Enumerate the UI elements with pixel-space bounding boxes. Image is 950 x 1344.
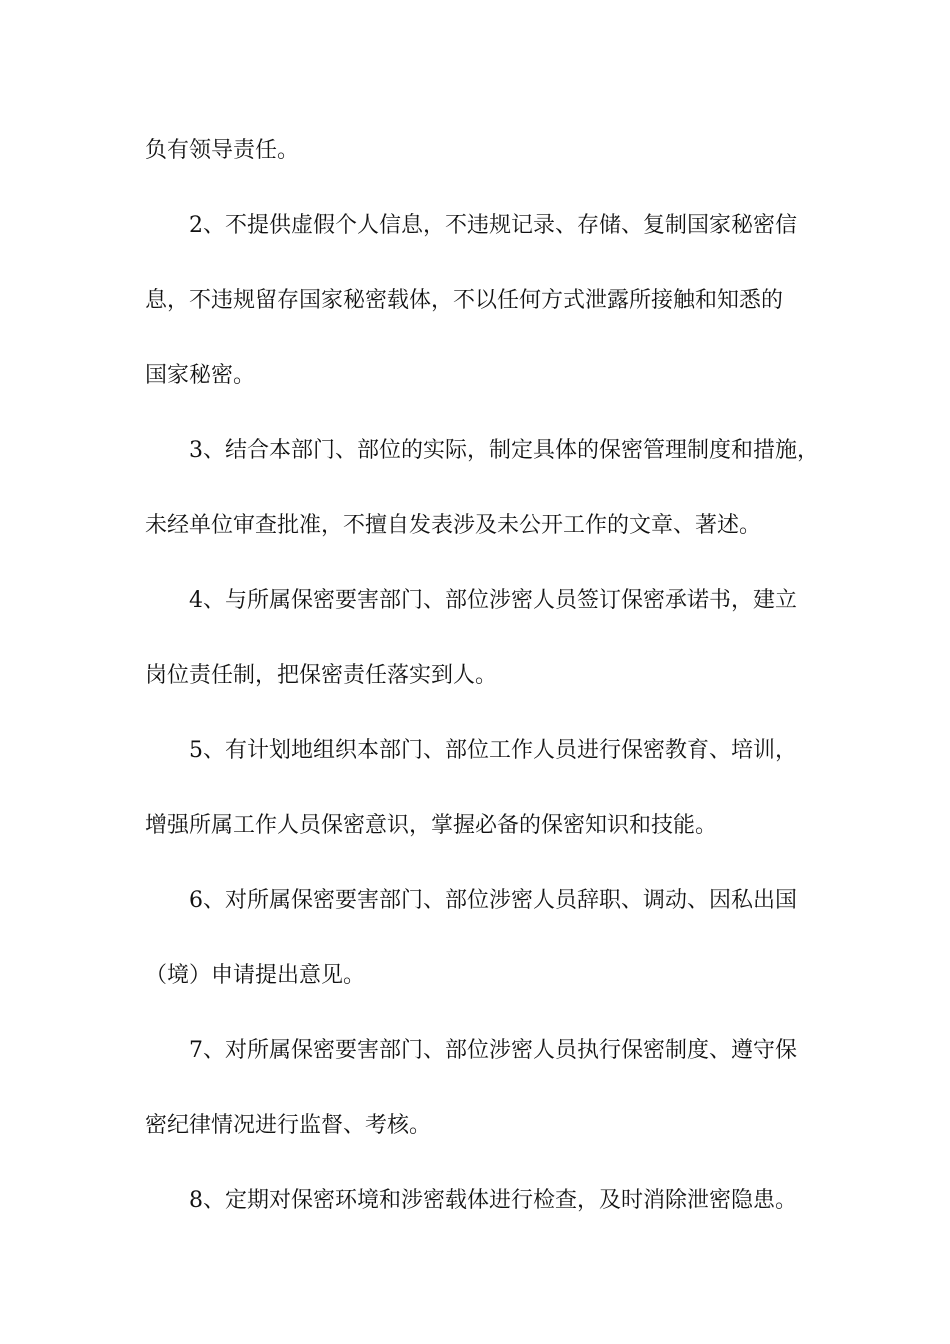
paragraph-line: 2、不提供虚假个人信息，不违规记录、存储、复制国家秘密信	[189, 213, 797, 238]
paragraph-line: 8、定期对保密环境和涉密载体进行检查，及时消除泄密隐患。	[189, 1188, 797, 1213]
paragraph-line: 5、有计划地组织本部门、部位工作人员进行保密教育、培训，	[189, 738, 797, 763]
paragraph-line: 息，不违规留存国家秘密载体，不以任何方式泄露所接触和知悉的	[145, 288, 784, 313]
paragraph-line: 7、对所属保密要害部门、部位涉密人员执行保密制度、遵守保	[189, 1038, 797, 1063]
paragraph-line: 国家秘密。	[145, 363, 256, 388]
paragraph-line: 3、结合本部门、部位的实际，制定具体的保密管理制度和措施，	[189, 438, 819, 463]
paragraph-line: 密纪律情况进行监督、考核。	[145, 1113, 432, 1138]
paragraph-line: 负有领导责任。	[145, 138, 300, 163]
paragraph-line: （境）申请提出意见。	[145, 963, 366, 988]
paragraph-line: 未经单位审查批准，不擅自发表涉及未公开工作的文章、著述。	[145, 513, 762, 538]
paragraph-line: 6、对所属保密要害部门、部位涉密人员辞职、调动、因私出国	[189, 888, 797, 913]
paragraph-line: 增强所属工作人员保密意识，掌握必备的保密知识和技能。	[145, 813, 718, 838]
paragraph-line: 岗位责任制，把保密责任落实到人。	[145, 663, 498, 688]
paragraph-line: 4、与所属保密要害部门、部位涉密人员签订保密承诺书，建立	[189, 588, 797, 613]
